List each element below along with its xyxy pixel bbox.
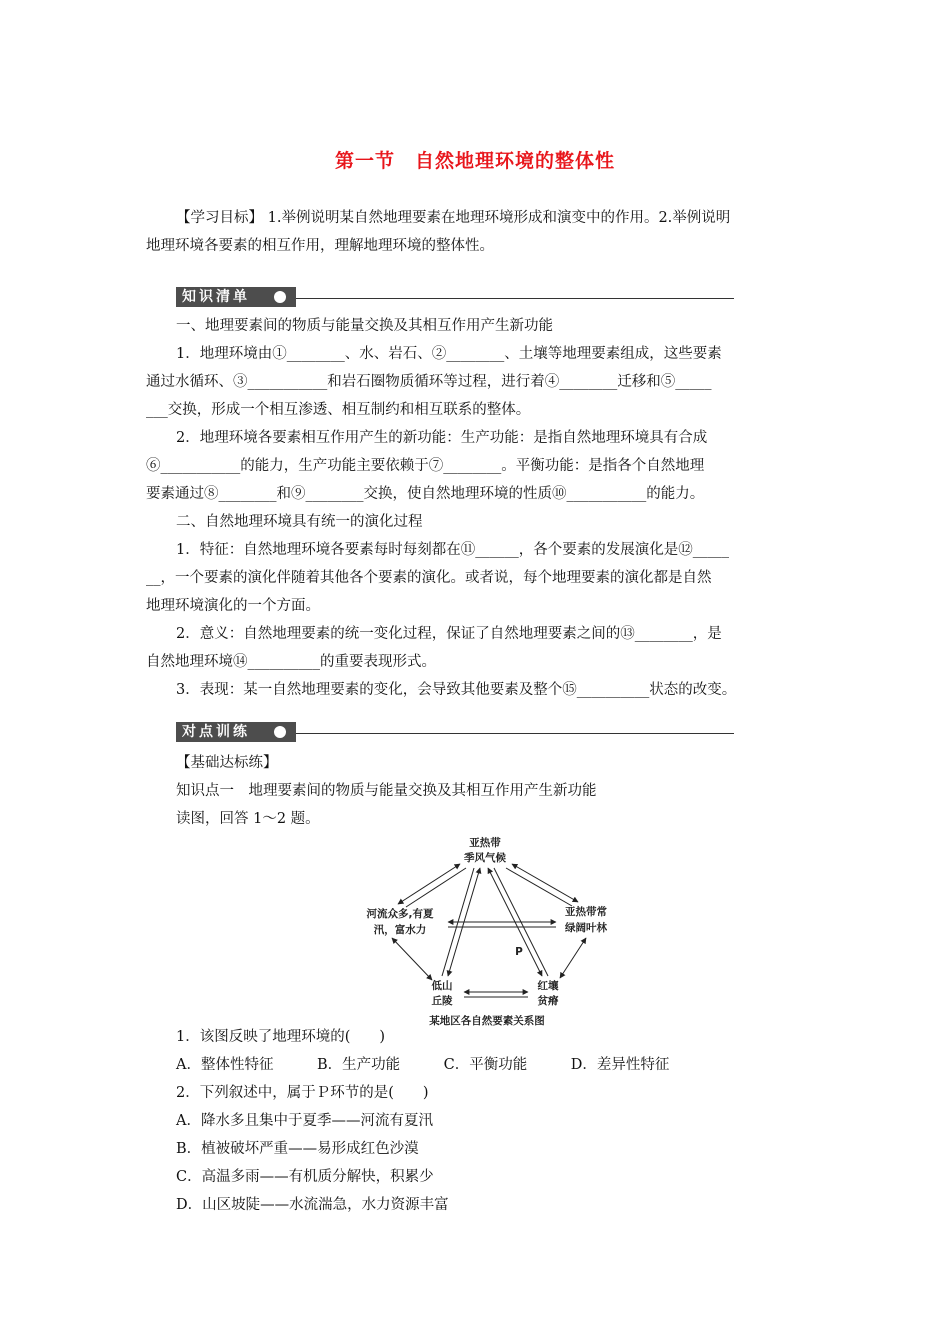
knowledge-line: 2．地理环境各要素相互作用产生的新功能：生产功能：是指自然地理环境具有合成 bbox=[176, 430, 708, 446]
bullet-dot-icon bbox=[274, 726, 286, 738]
node-right-line1: 亚热带常 bbox=[565, 906, 607, 918]
node-right-line2: 绿阔叶林 bbox=[565, 922, 607, 934]
edge-top-left-inner bbox=[406, 868, 466, 907]
edge-top-right bbox=[512, 864, 578, 902]
bullet-dot-icon bbox=[274, 291, 286, 303]
objectives-line-2: 地理环境各要素的相互作用，理解地理环境的整体性。 bbox=[146, 238, 494, 254]
knowledge-line: 1．地理环境由①________、水、岩石、②________、土壤等地理要素组成，这些要素 bbox=[176, 346, 722, 362]
node-left-line1: 河流众多,有夏 bbox=[366, 908, 434, 920]
practice-heading: 【基础达标练】 bbox=[176, 755, 278, 771]
knowledge-line: 地理环境演化的一个方面。 bbox=[146, 598, 320, 614]
page-title: 第一节 自然地理环境的整体性 bbox=[334, 150, 615, 172]
section-rule bbox=[296, 733, 734, 734]
diagram-caption: 某地区各自然要素关系图 bbox=[429, 1015, 545, 1027]
relationship-diagram bbox=[352, 832, 622, 1030]
node-bottom-left-line2: 丘陵 bbox=[431, 995, 453, 1007]
question-2-option-c: C．高温多雨——有机质分解快，积累少 bbox=[176, 1169, 434, 1185]
edge-left-bottom-left bbox=[392, 938, 432, 980]
node-bottom-right-line2: 贫瘠 bbox=[537, 995, 559, 1007]
question-1-options: A．整体性特征 B．生产功能 C．平衡功能 D．差异性特征 bbox=[176, 1057, 670, 1073]
objectives-line-1: 【学习目标】 1.举例说明某自然地理要素在地理环境形成和演变中的作用。2.举例说明 bbox=[176, 210, 731, 226]
knowledge-heading-2: 二、自然地理环境具有统一的演化过程 bbox=[176, 514, 423, 530]
question-2-option-a: A．降水多且集中于夏季——河流有夏汛 bbox=[176, 1113, 433, 1129]
knowledge-line: 要素通过⑧________和⑨________交换，使自然地理环境的性质⑩___________的能力。 bbox=[146, 486, 705, 502]
edge-right-bottom-right bbox=[560, 938, 586, 978]
p-label: P bbox=[515, 946, 523, 958]
knowledge-line: 2．意义：自然地理要素的统一变化过程，保证了自然地理要素之间的⑬________，是 bbox=[176, 626, 722, 642]
section-rule bbox=[296, 298, 734, 299]
knowledge-point: 知识点一 地理要素间的物质与能量交换及其相互作用产生新功能 bbox=[176, 783, 597, 799]
knowledge-line: 1．特征：自然地理环境各要素每时每刻都在⑪______，各个要素的发展演化是⑫_____ bbox=[176, 542, 729, 558]
node-top-line2: 季风气候 bbox=[464, 852, 506, 864]
edge-top-right-inner bbox=[506, 868, 572, 906]
section-label: 知识清单 bbox=[176, 287, 296, 307]
knowledge-line: 通过水循环、③___________和岩石圈物质循环等过程，进行着④________迁移和⑤_____ bbox=[146, 374, 712, 390]
knowledge-line: 自然地理环境⑭__________的重要表现形式。 bbox=[146, 654, 436, 670]
edge-top-left bbox=[398, 864, 460, 904]
question-2-option-b: B．植被破坏严重——易形成红色沙漠 bbox=[176, 1141, 419, 1157]
node-bottom-left-line1: 低山 bbox=[431, 980, 453, 992]
section-label: 对点训练 bbox=[176, 722, 296, 742]
node-left-line2: 汛，富水力 bbox=[373, 924, 427, 936]
knowledge-line: __，一个要素的演化伴随着其他各个要素的演化。或者说，每个地理要素的演化都是自然 bbox=[146, 570, 712, 586]
knowledge-line: ⑥___________的能力，生产功能主要依赖于⑦________。平衡功能：是指各个自然地理 bbox=[146, 458, 705, 474]
knowledge-line: ___交换，形成一个相互渗透、相互制约和相互联系的整体。 bbox=[146, 402, 531, 418]
knowledge-heading-1: 一、地理要素间的物质与能量交换及其相互作用产生新功能 bbox=[176, 318, 553, 334]
knowledge-line: 3．表现：某一自然地理要素的变化，会导致其他要素及整个⑮__________状态的改变。 bbox=[176, 682, 737, 698]
question-2-option-d: D．山区坡陡——水流湍急，水力资源丰富 bbox=[176, 1197, 449, 1213]
node-top-line1: 亚热带 bbox=[469, 837, 501, 849]
read-instruction: 读图，回答 1～2 题。 bbox=[176, 811, 320, 827]
question-1: 1．该图反映了地理环境的( ) bbox=[176, 1029, 386, 1045]
question-2: 2．下列叙述中，属于Ｐ环节的是( ) bbox=[176, 1085, 429, 1101]
node-bottom-right-line1: 红壤 bbox=[537, 980, 559, 992]
